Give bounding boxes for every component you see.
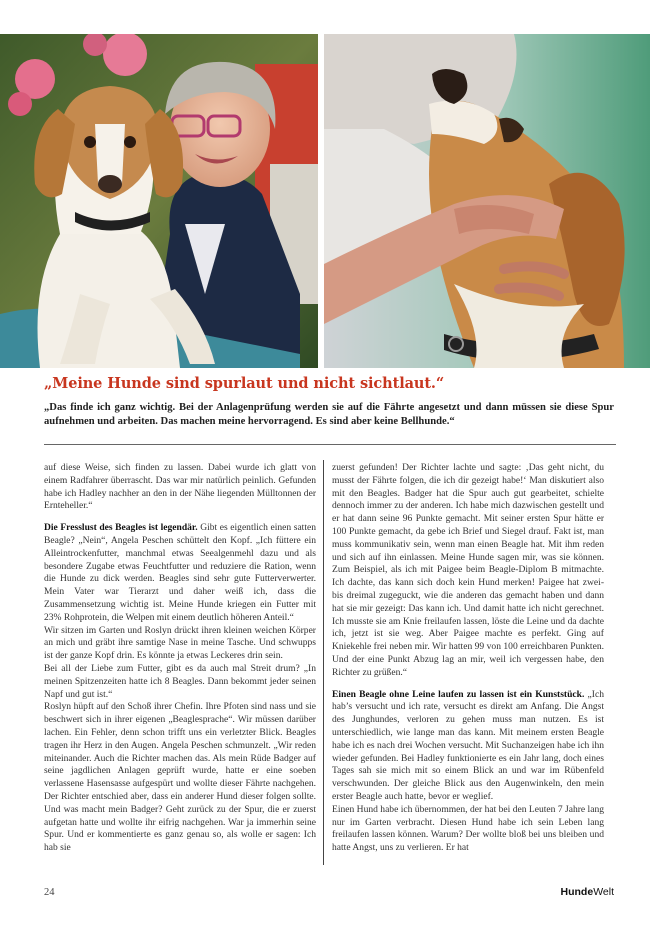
paragraph: Roslyn hüpft auf den Schoß ihrer Chefin. Ihre Pfoten sind nass und sie beschwert sich in ihrer eigenen „Beaglesprache“. Wir müssen darüber lachen. Ein Fehler, denn schon trifft uns ein verletzter Blick. Beagles tragen ihr Herz in den Augen. Angela Peschen schmunzelt. „Wir reden miteinander. Auch die Richter machen das. Als mein Rüde Badger auf seine jagdlichen Anlagen geprüft wurde, hatte er eine soeben verlassene Hasensasse aufgespürt und wollte dieser Fährte nachgehen. Der Richter entschied aber, dass ein anderer Hund dieser folgen sollte. Und was macht mein Badger? Geht zurück zu der Spur, die er zuerst aufgetan hatte und wollte ihr eifrig nachgehen. War ja immerhin seine Spur. Und er kommentierte es ganz genau so, als wolle er sagen: Ich hab sie [44, 701, 316, 854]
paragraph: Einen Hund habe ich übernommen, der hat bei den Leuten 7 Jahre lang nur im Garten verbracht. Diesen Hund habe ich sein Leben lang freilaufen lassen können. Warum? Der wollte bloß bei uns bleiben und hatte Angst, uns zu verlieren. Er hat [332, 803, 604, 854]
pull-quote-subtitle: „Das finde ich ganz wichtig. Bei der Anlagenprüfung werden sie auf die Fährte angesetzt und dann müssen sie diese Spur aufnehmen und arbeiten. Das machen meine hervorragend. Es sind aber keine Bellhunde.“ [44, 402, 614, 427]
magazine-logo: HundeWelt [560, 886, 614, 898]
paragraph: Einen Beagle ohne Leine laufen zu lassen ist ein Kunststück. „Ich hab’s versucht und ich rate, versucht es direkt am Anfang. Die Angst des Junghundes, verloren zu gehen muss man nutzen. Es ist unterschiedlich, wie lange man das kann. Mit meinem ersten Beagle habe ich es nach drei Wochen versucht. Mit Suchanzeigen habe ich ihn wieder gefunden. Bei Hadley funktionierte es ein Jahr lang, doch eines Tages sah sie mich mit so einem Blick an und war im Rübenfeld verschwunden. Der gleiche Blick aus den Augenwinkeln, den mein erster Beagle auch hatte, bevor er weglief. [332, 688, 604, 802]
paragraph: Bei all der Liebe zum Futter, gibt es da auch mal Streit drum? „In meinen Spitzenzeiten hatte ich 8 Beagles. Dann bekommt jeder seinen Napf und gut ist.“ [44, 662, 316, 700]
beagle-and-woman-photo [0, 34, 318, 368]
article-column-left [44, 462, 316, 855]
page-number: 24 [44, 887, 55, 898]
pull-quote-title: „Meine Hunde sind spurlaut und nicht sichtlaut.“ [44, 375, 445, 392]
subheading: Einen Beagle ohne Leine laufen zu lassen ist ein Kunststück. [332, 688, 585, 700]
paragraph: Wir sitzen im Garten und Roslyn drückt ihren kleinen weichen Körper an mich und gräbt ihre samtige Nase in meine Tasche. Und schwupps ist der ganze Kopf drin. Es könnte ja etwas Leckeres drin sein. [44, 624, 316, 662]
column-divider [323, 460, 324, 865]
paragraph: auf diese Weise, sich finden zu lassen. Dabei wurde ich glatt von einem Radfahrer überrascht. Das war mir natürlich peinlich. Gefunden habe ich Hadley nachher an den in der Nähe liegenden Mülltonnen der Ernteheller.“ [44, 462, 316, 512]
article-column-right [332, 462, 604, 855]
photo-beagle-with-woman [0, 34, 318, 368]
photo-beagle-petted [324, 34, 650, 368]
paragraph: Die Fresslust des Beagles ist legendär. Gibt es eigentlich einen satten Beagle? „Nein“, Angela Peschen schüttelt den Kopf. „Ich füttere ein Alleintrockenfutter, manchmal etwas Seealgenmehl dazu und als besondere Zugabe etwas Feuchtfutter und reduziere die Ration, wenn die Hunde zu dick werden. Beagles sind sehr gute Futterverwerter. Mein Vater war Tierarzt und daher weiß ich, dass die Zusammensetzung wichtig ist. Meine Hunde kriegen ein Futter mit 23% Rohprotein, die Welpen mit einem deutlich höheren Anteil.“ [44, 522, 316, 623]
beagle-being-petted-photo [324, 34, 650, 368]
subheading: Die Fresslust des Beagles ist legendär. [44, 522, 198, 534]
paragraph: zuerst gefunden! Der Richter lachte und sagte: ‚Das geht nicht, du musst der Fährte folgen, die ich dir gezeigt habe!‘ Man diskutiert also mit den Beagles. Badger hat die Spur auch gut gearbeitet, schielte dennoch immer zu der anderen. Ich habe mich dazwischen gestellt und er hat dann seine 96 Punkte gemacht. Mit seiner ersten Spur hätte er 100 Punkte gemacht, da gebe ich Brief und Siegel drauf. Fakt ist, man muss kommunikativ sein, wenn man einen Beagle hat. Mit ihm reden und sich auf ihn einlassen. Meine Hunde sagen mir, was sie können. Zum Beispiel, als ich mit Paigee beim Beagle-Diplom B mitmachte. Ich dachte, das kann sich doch kein Hund merken! Paigee hat zwei- bis dreimal zugeguckt, wie die anderen das gemacht haben und dann hat sie mir gezeigt: Das kann ich. Und damit hatte ich nicht gerechnet. Ich musste sie am Knie freilaufen lassen, löste die Leine und da dachte ich, jetzt ist sie weg. Aber Paigee machte es perfekt. Ging auf Kniekehle frei neben mir. Wir hatten 99 von 100 erreichbaren Punkten. Und der eine Punkt Abzug lag an mir, weil ich vergessen habe, den Richter zu grüßen.“ [332, 462, 604, 678]
divider-rule [44, 444, 616, 445]
